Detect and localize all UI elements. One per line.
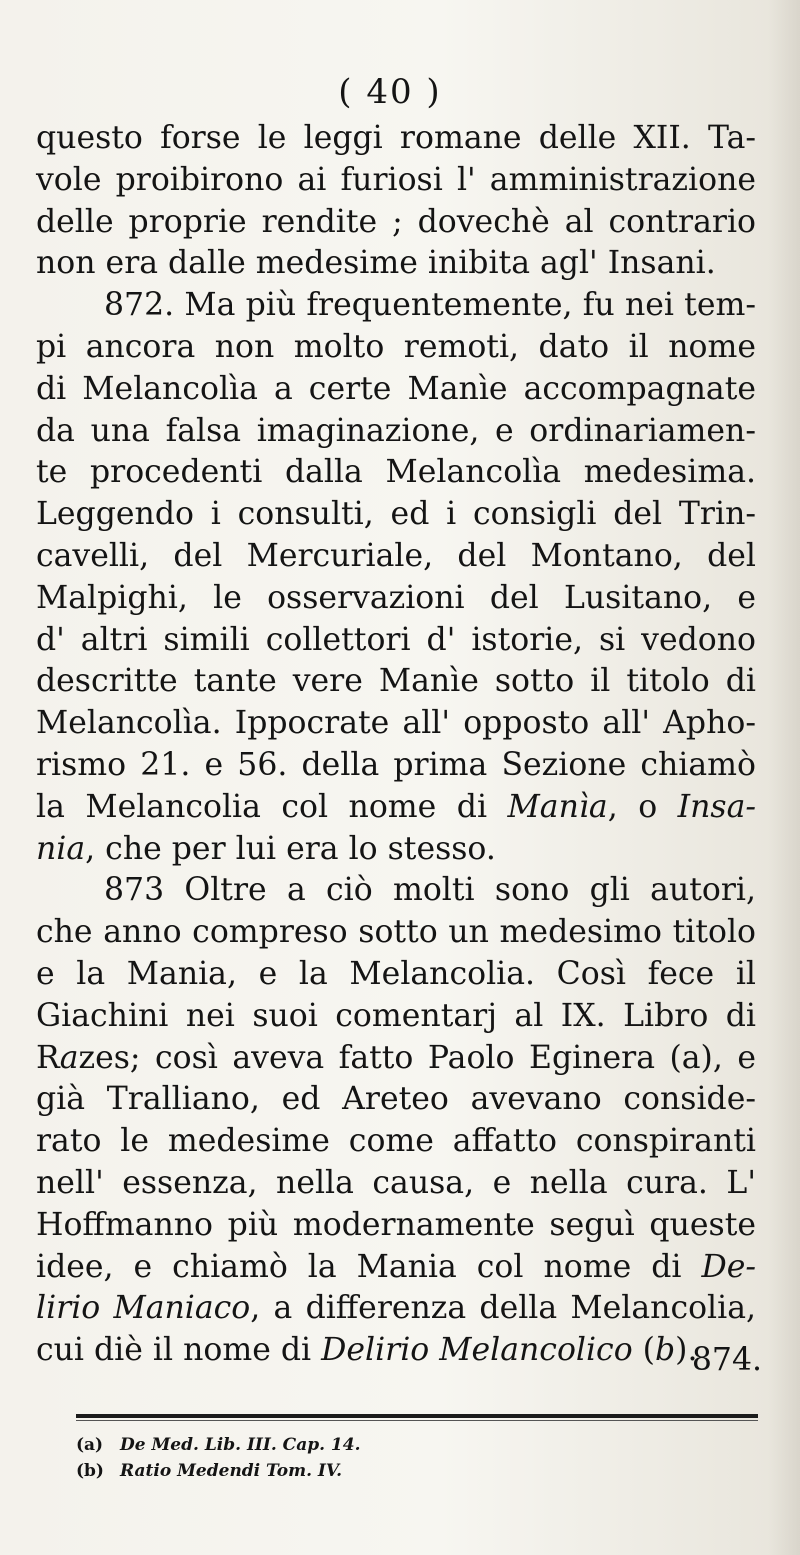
footnote-mark: (a): [76, 1435, 104, 1455]
text-line: e la Mania, e la Melancolia. Così fece il: [36, 955, 756, 992]
text-line: vole proibirono ai furiosi l' amministrazione: [36, 161, 756, 198]
catchword: 874.: [691, 1342, 762, 1378]
text-line: 873 Oltre a ciò molti sono gli autori,: [104, 872, 756, 909]
footnote: [76, 1458, 676, 1484]
text-line: da una falsa imaginazione, e ordinariamen-: [36, 412, 756, 449]
text-line: pi ancora non molto remoti, dato il nome: [36, 328, 756, 365]
text-line: nia, che per lui era lo stesso.: [36, 830, 496, 867]
text-line: descritte tante vere Manìe sotto il titolo di: [36, 663, 756, 700]
footnote-text: De Med. Lib. III. Cap. 14.: [120, 1435, 361, 1455]
footnote: [76, 1432, 676, 1458]
text-line: delle proprie rendite ; dovechè al contrario: [36, 203, 756, 240]
footnote-rule: [76, 1414, 758, 1418]
text-line: la Melancolia col nome di Manìa, o Insa-: [36, 788, 756, 825]
text-line: Razes; così aveva fatto Paolo Eginera (a), e: [36, 1039, 756, 1076]
text-line: cavelli, del Mercuriale, del Montano, del: [36, 537, 756, 574]
text-line: lirio Maniaco, a differenza della Melancolia,: [36, 1290, 756, 1327]
text-line: questo forse le leggi romane delle XII. Ta-: [36, 120, 756, 156]
text-line: nell' essenza, nella causa, e nella cura. L': [36, 1164, 756, 1201]
text-line: rismo 21. e 56. della prima Sezione chiamò: [36, 746, 756, 783]
text-line: 872. Ma più frequentemente, fu nei tem-: [104, 287, 756, 324]
text-line: Giachini nei suoi comentarj al IX. Libro di: [36, 997, 756, 1034]
text-line: Melancolìa. Ippocrate all' opposto all' Apho-: [36, 705, 756, 742]
body-text: [36, 118, 756, 1372]
text-line: che anno compreso sotto un medesimo titolo: [36, 914, 756, 951]
text-line: di Melancolìa a certe Manìe accompagnate: [36, 370, 756, 407]
footnote-rule-thin: [76, 1420, 758, 1421]
text-line: Leggendo i consulti, ed i consigli del Trin-: [36, 496, 756, 533]
text-line: non era dalle medesime inibita agl' Insani.: [36, 245, 716, 282]
text-line: già Tralliano, ed Areteo avevano conside-: [36, 1081, 756, 1118]
footnote-text: Ratio Medendi Tom. IV.: [120, 1461, 343, 1481]
text-line: cui diè il nome di Delirio Melancolico (b).: [36, 1332, 698, 1369]
page-number: ( 40 ): [338, 72, 442, 112]
text-line: idee, e chiamò la Mania col nome di De-: [36, 1248, 756, 1285]
footnotes: [76, 1432, 676, 1484]
text-line: rato le medesime come affatto conspiranti: [36, 1123, 756, 1160]
text-line: te procedenti dalla Melancolìa medesima.: [36, 454, 756, 491]
text-line: Malpighi, le osservazioni del Lusitano, e: [36, 579, 756, 616]
text-line: Hoffmanno più modernamente seguì queste: [36, 1206, 756, 1243]
text-line: d' altri simili collettori d' istorie, si vedono: [36, 621, 756, 658]
footnote-mark: (b): [76, 1461, 104, 1481]
